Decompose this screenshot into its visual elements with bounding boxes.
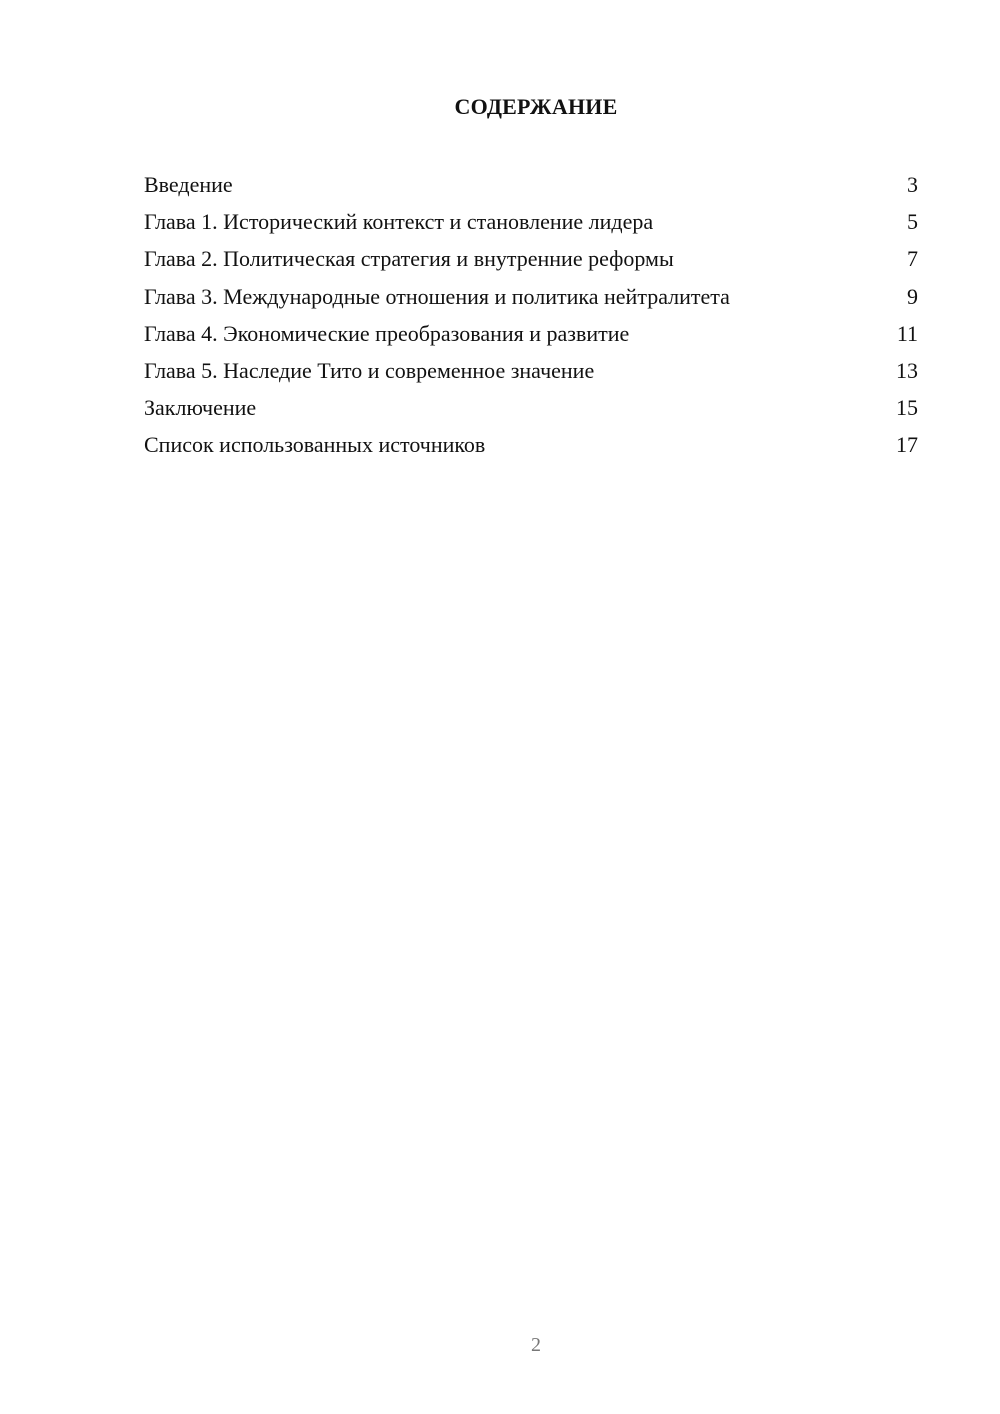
toc-entry-label: Список использованных источников — [144, 432, 486, 458]
toc-entry-page: 9 — [907, 283, 918, 309]
toc-entry-page: 13 — [896, 357, 918, 383]
toc-entry-label: Глава 4. Экономические преобразования и развитие — [144, 320, 630, 346]
toc-entry-chapter-3 — [144, 282, 918, 319]
toc-entry-label: Глава 5. Наследие Тито и современное значение — [144, 357, 595, 383]
toc-entry-chapter-4 — [144, 319, 918, 356]
toc-entry-page: 17 — [896, 432, 918, 458]
toc-entry-page: 15 — [896, 395, 918, 421]
toc-entry-page: 7 — [907, 246, 918, 272]
toc-entry-page: 11 — [896, 320, 918, 346]
toc-entry-chapter-1 — [144, 207, 918, 244]
toc-entry-label: Глава 3. Международные отношения и политика нейтралитета — [144, 283, 730, 309]
toc-entry-references — [144, 430, 918, 467]
toc-entry-conclusion — [144, 393, 918, 430]
toc-entry-chapter-2 — [144, 244, 918, 281]
toc-entry-label: Заключение — [144, 395, 257, 421]
toc-entry-label: Глава 2. Политическая стратегия и внутренние реформы — [144, 246, 674, 272]
table-of-contents — [144, 170, 918, 468]
toc-entry-page: 3 — [907, 172, 918, 197]
toc-entry-introduction — [144, 170, 918, 207]
toc-entry-label: Введение — [144, 172, 233, 197]
toc-entry-page: 5 — [907, 209, 918, 235]
toc-title: СОДЕРЖАНИЕ — [454, 94, 618, 119]
toc-entry-chapter-5 — [144, 356, 918, 393]
page-number: 2 — [531, 1334, 541, 1356]
toc-entry-label: Глава 1. Исторический контекст и становление лидера — [144, 209, 654, 235]
